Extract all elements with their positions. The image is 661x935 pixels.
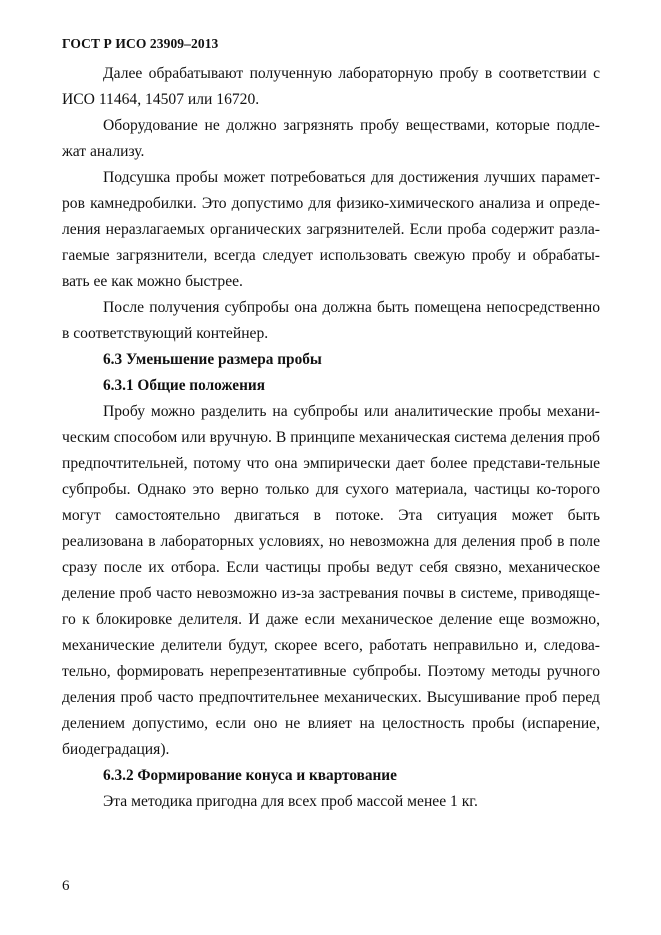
- document-body: [62, 61, 600, 815]
- section-heading-6-3-1: 6.3.1 Общие положения: [103, 377, 265, 394]
- paragraph-drying: Подсушка пробы может потребоваться для достижения лучших парамет-ров камнедробилки. Это допустимо для физико-химического анализа и опреде-ления неразлагаемых органических загрязнителей. Если проба содержит разла-гаемые загрязнители, всегда следует использовать свежую пробу и обрабаты-вать ее как можно быстрее.: [62, 169, 600, 290]
- page-number: 6: [62, 878, 70, 894]
- paragraph-processing: Далее обрабатывают полученную лабораторную пробу в соответствии с ИСО 11464, 14507 или 16720.: [62, 65, 600, 108]
- section-heading-6-3-2: 6.3.2 Формирование конуса и квартование: [103, 767, 397, 784]
- standard-header: ГОСТ Р ИСО 23909–2013: [62, 36, 219, 51]
- paragraph-general-provisions: Пробу можно разделить на субпробы или аналитические пробы механи-ческим способом или вручную. В принципе механическая система деления проб предпочтительней, потому что она эмпирически дает более представи-тельные субпробы. Однако это верно только для сухого материала, частицы ко-торого могут самостоятельно двигаться в потоке. Эта ситуация может быть реализована в лабораторных условиях, но невозможна для деления проб в поле сразу после их отбора. Если частицы пробы ведут себя связно, механическое деление проб часто невозможно из-за застревания почвы в системе, приводяще-го к блокировке делителя. И даже если механическое деление еще возможно, механические делители будут, скорее всего, работать неправильно и, следова-тельно, формировать нерепрезентативные субпробы. Поэтому методы ручного деления проб часто предпочтительнее механических. Высушивание проб перед делением допустимо, если оно не влияет на целостность пробы (испарение, биодеградация).: [62, 403, 600, 758]
- paragraph-cone-quartering: Эта методика пригодна для всех проб массой менее 1 кг.: [103, 793, 478, 810]
- paragraph-container: После получения субпробы она должна быть помещена непосредственно в соответствующий контейнер.: [62, 299, 600, 342]
- paragraph-equipment: Оборудование не должно загрязнять пробу веществами, которые подле-жат анализу.: [62, 117, 600, 160]
- section-heading-6-3: 6.3 Уменьшение размера пробы: [103, 351, 322, 368]
